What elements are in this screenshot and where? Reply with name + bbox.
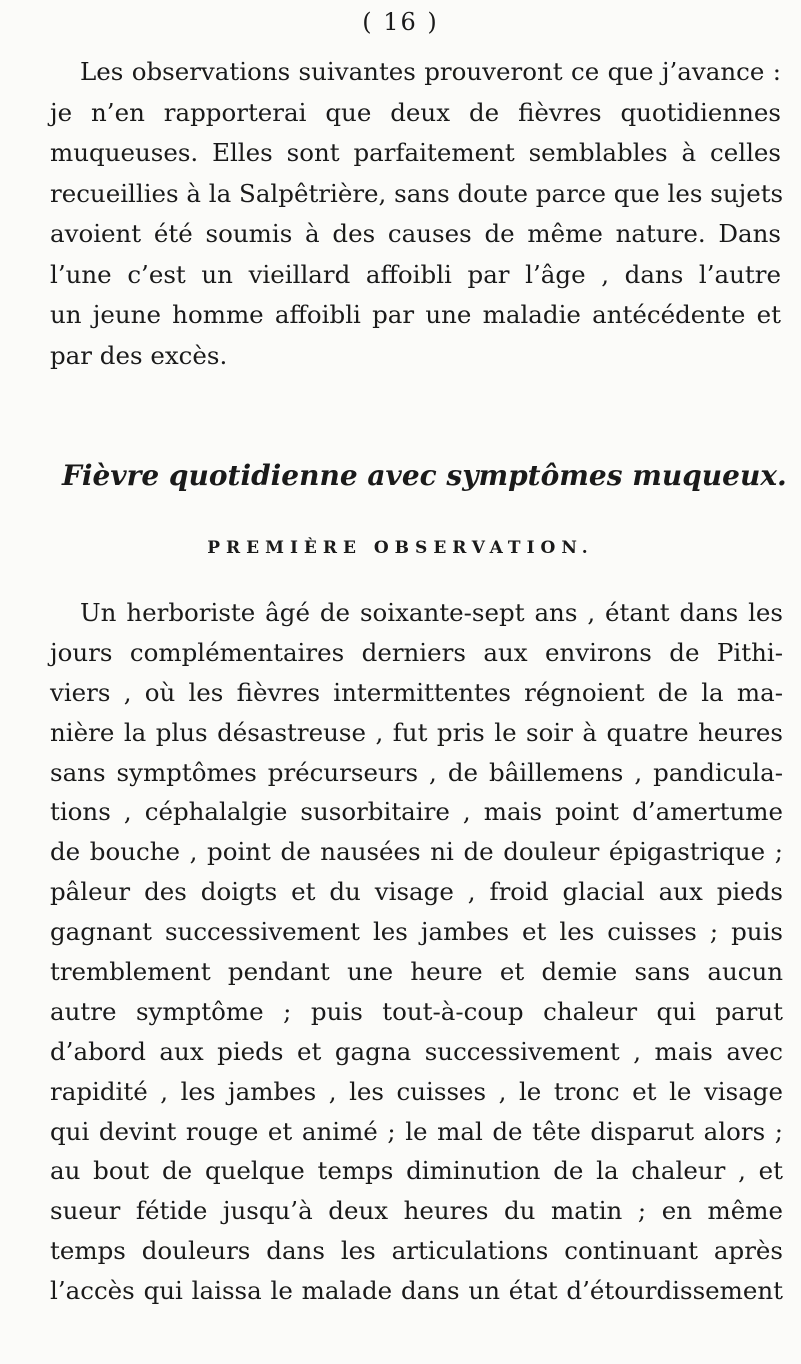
text-line: un jeune homme affoibli par une maladie antécédente et (50, 300, 781, 329)
text-line: Les observations suivantes prouveront ce que j’avance : (80, 57, 781, 86)
text-line: recueillies à la Salpêtrière, sans doute parce que les sujets (50, 178, 784, 208)
page-number: ( 16 ) (362, 8, 439, 36)
text-line: l’accès qui laissa le malade dans un état d’étourdissement (50, 1276, 783, 1306)
text-line: jours complémentaires derniers aux environs de Pithi- (50, 637, 783, 667)
text-line: je n’en rapporterai que deux de fièvres quotidiennes (50, 97, 781, 127)
text-line: gagnant successivement les jambes et les cuisses ; puis (50, 917, 783, 947)
text-line: temps douleurs dans les articulations continuant après (50, 1236, 783, 1266)
text-line: de bouche , point de nausées ni de douleur épigastrique ; (50, 837, 783, 867)
text-line: sans symptômes précurseurs , de bâillemens , pandicula- (50, 757, 783, 787)
text-line: sueur fétide jusqu’à deux heures du matin ; en même (50, 1196, 783, 1226)
text-line: viers , où les fièvres intermittentes régnoient de la ma- (50, 677, 783, 707)
observation-paragraph (50, 593, 783, 1311)
text-line: au bout de quelque temps diminution de la chaleur , et (50, 1156, 783, 1186)
text-line: muqueuses. Elles sont parfaitement semblables à celles (50, 138, 781, 167)
text-line: Un herboriste âgé de soixante-sept ans , étant dans les (80, 598, 783, 627)
section-title: Fièvre quotidienne avec symptômes muqueux. (62, 459, 787, 492)
text-line: avoient été soumis à des causes de même nature. Dans (50, 219, 781, 248)
intro-paragraph (50, 52, 784, 376)
text-line: par des excès. (50, 340, 228, 370)
text-line: autre symptôme ; puis tout-à-coup chaleur qui parut (50, 996, 783, 1026)
text-line: tions , céphalalgie susorbitaire , mais point d’amertume (50, 797, 783, 827)
text-line: nière la plus désastreuse , fut pris le soir à quatre heures (50, 717, 783, 747)
text-line: rapidité , les jambes , les cuisses , le tronc et le visage (50, 1076, 783, 1106)
text-line: pâleur des doigts et du visage , froid glacial aux pieds (50, 877, 783, 907)
text-line: tremblement pendant une heure et demie sans aucun (50, 957, 783, 987)
text-line: d’abord aux pieds et gagna successivement , mais avec (50, 1036, 783, 1066)
observation-heading: PREMIÈRE OBSERVATION. (207, 538, 594, 558)
text-line: qui devint rouge et animé ; le mal de tête disparut alors ; (50, 1116, 783, 1146)
text-line: l’une c’est un vieillard affoibli par l’âge , dans l’autre (50, 259, 781, 289)
